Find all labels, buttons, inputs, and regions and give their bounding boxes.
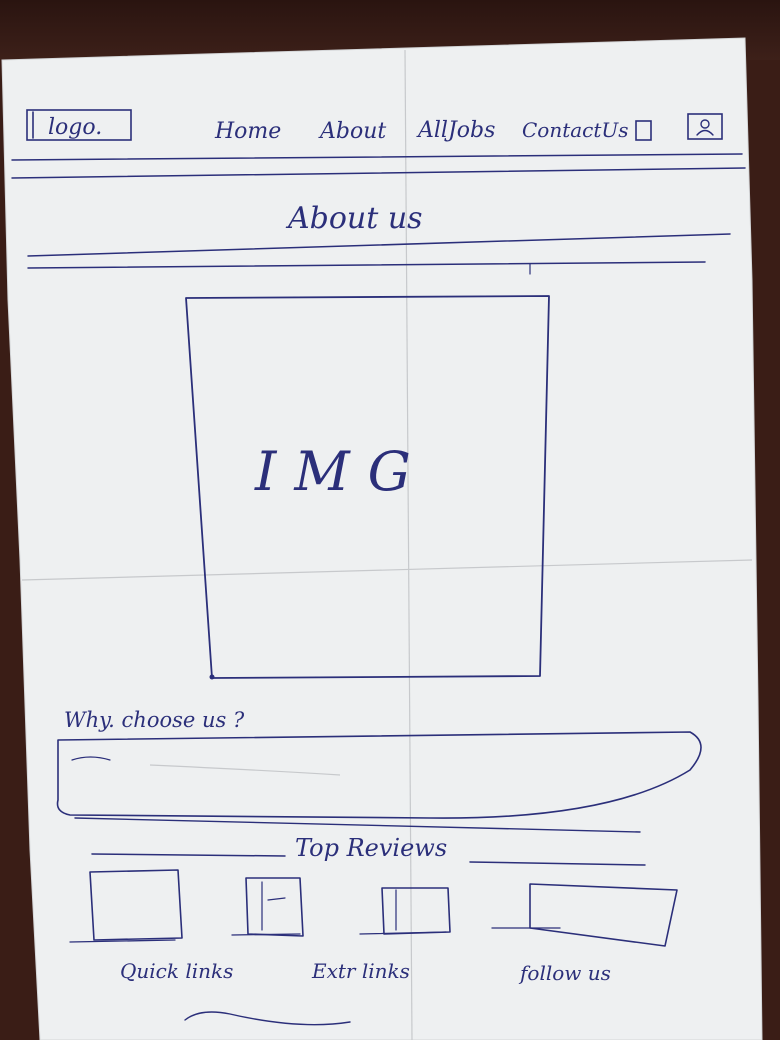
- nav-contact-us[interactable]: ContactUs: [522, 118, 629, 142]
- why-choose-us-heading: Why. choose us ?: [64, 708, 245, 732]
- footer-extra-links[interactable]: Extr links: [312, 959, 410, 983]
- top-reviews-heading: Top Reviews: [295, 834, 448, 862]
- hero-image-placeholder: IMG: [255, 440, 429, 503]
- page-title: About us: [288, 201, 423, 236]
- nav-home[interactable]: Home: [215, 119, 282, 144]
- logo-label: logo.: [48, 115, 103, 140]
- footer-quick-links[interactable]: Quick links: [120, 959, 234, 983]
- nav-all-jobs[interactable]: AllJobs: [418, 118, 496, 143]
- main-nav: [214, 118, 651, 144]
- hero-image-ink-dot: [210, 675, 215, 680]
- footer-follow-us[interactable]: follow us: [520, 961, 611, 985]
- nav-about[interactable]: About: [320, 119, 387, 144]
